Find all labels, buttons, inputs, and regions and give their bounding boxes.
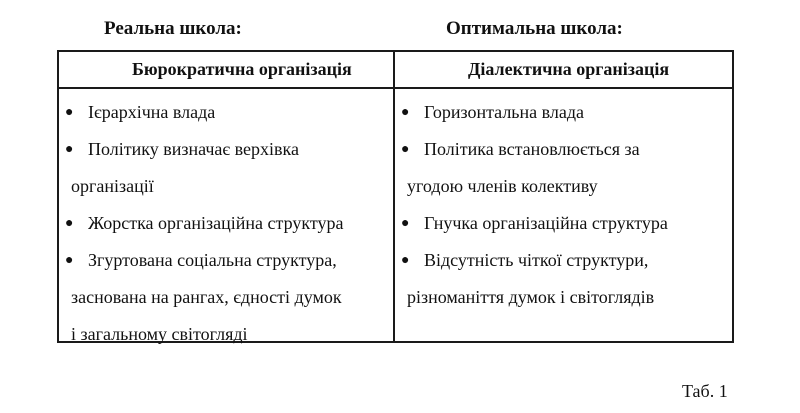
column-bureaucratic (59, 89, 393, 344)
list-item (59, 94, 393, 131)
list-bureaucratic (59, 94, 393, 353)
list-item-text: Згуртована соціальна структура, (88, 250, 337, 270)
list-item-text: Жорстка організаційна структура (88, 213, 344, 233)
list-item (59, 242, 393, 353)
column-dialectical (395, 89, 734, 341)
list-item-text: Політика встановлюється за (424, 139, 640, 159)
list-dialectical (395, 94, 734, 316)
bullet-icon: ● (65, 216, 74, 231)
list-item (59, 131, 393, 205)
table-header-row (59, 52, 732, 89)
list-item (395, 205, 734, 242)
list-item-text: Ієрархічна влада (88, 102, 216, 122)
header-bureaucratic: Бюрократична організація (132, 59, 352, 79)
header-dialectical: Діалектична організація (468, 59, 670, 79)
bullet-icon: ● (401, 253, 410, 268)
list-item-continuation: організації (71, 176, 154, 196)
bullet-icon: ● (65, 253, 74, 268)
bullet-icon: ● (65, 142, 74, 157)
heading-real-school: Реальна школа: (104, 18, 242, 39)
list-item-continuation: і загальному світогляді (71, 324, 248, 344)
list-item-text: Гнучка організаційна структура (424, 213, 668, 233)
comparison-table (57, 50, 734, 343)
list-item (395, 242, 734, 316)
list-item (395, 131, 734, 205)
list-item (395, 94, 734, 131)
list-item-continuation: заснована на рангах, єдності думок (71, 287, 342, 307)
table-caption: Таб. 1 (682, 381, 728, 401)
bullet-icon: ● (65, 105, 74, 120)
list-item-text: Відсутність чіткої структури, (424, 250, 649, 270)
list-item (59, 205, 393, 242)
heading-optimal-school: Оптимальна школа: (446, 18, 623, 39)
list-item-text: Горизонтальна влада (424, 102, 585, 122)
bullet-icon: ● (401, 216, 410, 231)
bullet-icon: ● (401, 142, 410, 157)
list-item-continuation: різноманіття думок і світоглядів (407, 287, 655, 307)
list-item-text: Політику визначає верхівка (88, 139, 299, 159)
list-item-continuation: угодою членів колективу (407, 176, 598, 196)
bullet-icon: ● (401, 105, 410, 120)
